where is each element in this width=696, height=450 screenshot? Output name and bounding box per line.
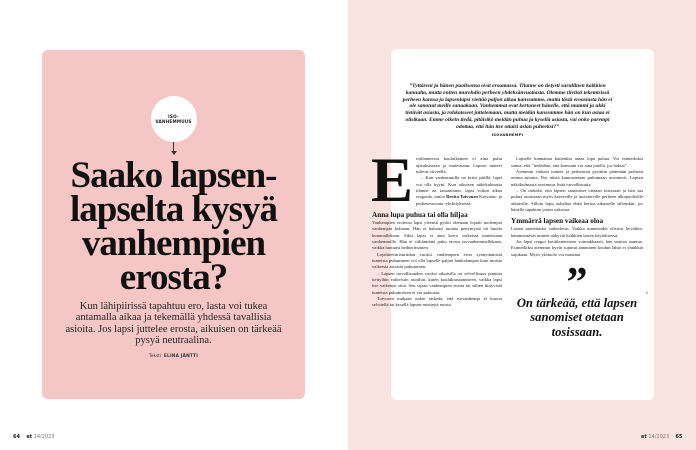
quote-mark-icon: ”	[566, 260, 588, 307]
expert-name: Reetta Toivonen	[446, 194, 478, 200]
paragraph: – Lapsen turvallisuuden vuoksi aikuisilla on velvollisuus puuttua tiettyihin vaikeisiin asioihin, kuten koulukiusaamiseen, vaikka lapsi itse vaikenisi siitä. Sen sijaan vanhempien erosta tai siihen liittyvistä tunteista puhumiseen ei voi pakottaa.	[372, 270, 502, 295]
byline: Teksti: ELINA JÄNTTI	[148, 354, 199, 360]
pull-quote: On tärkeää, että lapsen sanomiset otetaan tosissaan.	[516, 296, 638, 339]
paragraph: Lapselle kannattaa kuitenkin antaa lupa puhua. Voi esimerkiksi sanoa, että ”tiedäthän, että kanssani voi aina jutella, jos haluat”.	[511, 156, 643, 168]
paragraph-text: – Kun vanhemmilla on kriisi päällä, lapsi voi olla hyyni. Kun aikuisen näkökulmasta tilanne on tasaantunut, lapsi voikin alkaa reagoida, sanoo	[416, 175, 502, 200]
category-label: ISO- VANHEMMUUS	[155, 113, 192, 124]
article-column-2	[511, 156, 643, 339]
paragraph: – On tärkeää, että lapsen sanomiset otetaan tosissaan ja hän saa puhua asioistaan myös kavereille ja luotettaville perheen ulkopuolisille aikuisille. Silloin lapsi uskaltaa ehkä kertoa aikuiselle silloinkin, jos hänelle tapahtuu jotain vakavaa.	[511, 187, 643, 212]
magazine-name: et	[641, 434, 647, 440]
paragraph: Lasten tunnetaidot vaihtelevat. Vaikka tunnetaidot olisivat hyvätkin, hämmentävät tunteet näkyvät kaikkien lasten käytöksessä.	[511, 226, 643, 238]
magazine-name: et	[26, 434, 33, 440]
page-number: 65	[675, 434, 683, 440]
byline-author: ELINA JÄNTTI	[163, 354, 199, 360]
subheading: Ymmärrä lapsen vaikeaa oloa	[511, 217, 604, 226]
headline: Saako lapsen-lapselta kysyä vanhempien erosta?	[69, 155, 277, 298]
category-badge	[151, 96, 197, 142]
paragraph: Jos lapsi reagoi kotitilanteeseen voimakkaasti, hän saattaa taantua. Esimerkiksi aiemmin hyvin sujunut aamuinen koulun lähtö ei yhtäkkiä sujukaan. Myös yksinolo voi muuttua	[511, 239, 643, 257]
drop-cap: E	[371, 145, 414, 216]
reader-question: ”Tyttäreni ja hänen puolisonsa ovat eroamassa. Tilanne on tietysti surullinen kaikkien kannalta, mutta eniten murehdin perheen yhdeksänvuotiasta. Olemme tiiviisti tekemisissä perheen kanssa ja lapsenlapsi viettää paljon aikaa kanssamme, mutta tästä eroasiasta hän ei ole sanonut meille sanaakaan. Vanhemmat ovat kertoneet hänelle, että mummi ja ukki tietävät asiasta, ja rohkaisseet juttelemaan, mutta meidän kanssamme hän on kun asiaa ei olisikaan. Emme oikein tiedä, pitäisikö meidän puhua ja kysellä asiasta, vai onko parempi odottaa, että hän itse ottaisi asian puheeksi?”	[402, 83, 613, 130]
article-columns	[371, 145, 643, 339]
paragraph: rotilanteessa kouluikäinen ei aina puhu ajatuksistaan ja tunteistaan. Lapsen tunteet tulevat viiveellä.	[416, 156, 502, 174]
title-block	[42, 96, 305, 360]
paragraph: Lojaliteettiristiriidan vuoksi vanhempien eron synnyttämistä tunteista puhuminen voi olla lapselle paljon hankalampaa kuin muista vaikeista asioista puhuminen.	[372, 251, 502, 270]
reader-question-source: ISOVANHEMPI	[491, 133, 524, 138]
paragraph: Vanhempien erotessa lapsi yleensä pyrkii olemaan lojaali molempia vanhempia kohtaan. Hän ei haluaisi tuottaa pettymystä tai huolta kummallekaan. Siksi lapsi ei aina kerro vaikeista tunteistaan vanhemmille. Hän ei välttämättä puhu erosta isovanhemmallekaan, vaikka luottaisi heihin muuten.	[372, 220, 502, 251]
paragraph: Toivosen mukaan onkin tärkeää, että isovanhempi ei kuorta selvitellä tai kysellä lapsen mietteitä erosta.	[372, 296, 502, 308]
article-block	[372, 83, 643, 339]
issue: 14/2023	[33, 434, 55, 440]
subheading: Anna lupa puhua tai olla hiljaa	[372, 211, 468, 219]
issue: 14/2023	[648, 434, 670, 440]
continue-arrow-icon: ›	[646, 290, 648, 296]
folio-left	[13, 434, 54, 440]
article-column-1	[371, 145, 503, 309]
paragraph-text: Kasvatus- ja perheneuvonta -yhdistyksestä.	[416, 194, 503, 206]
folio-right	[641, 434, 682, 440]
paragraph: Aiemmin vaikeat tunteet ja perheasiat pyrittiin pitämään perheen omina asioina. Nyt niistä kannustetaan puhumaan avoimesti. Lapsen näkökulmasta avoimuus lisää turvallisuutta.	[511, 168, 643, 187]
arrow-down-icon	[173, 142, 174, 151]
byline-label: Teksti	[148, 354, 162, 360]
page-number: 64	[13, 434, 20, 440]
deck: Kun lähipiirissä tapahtuu ero, lasta voi tukea antamalla aikaa ja tekemällä yhdessä tavallisia asioita. Jos lapsi juttelee erosta, aikuisen on tärkeää pysyä neutraalina.	[65, 301, 282, 346]
